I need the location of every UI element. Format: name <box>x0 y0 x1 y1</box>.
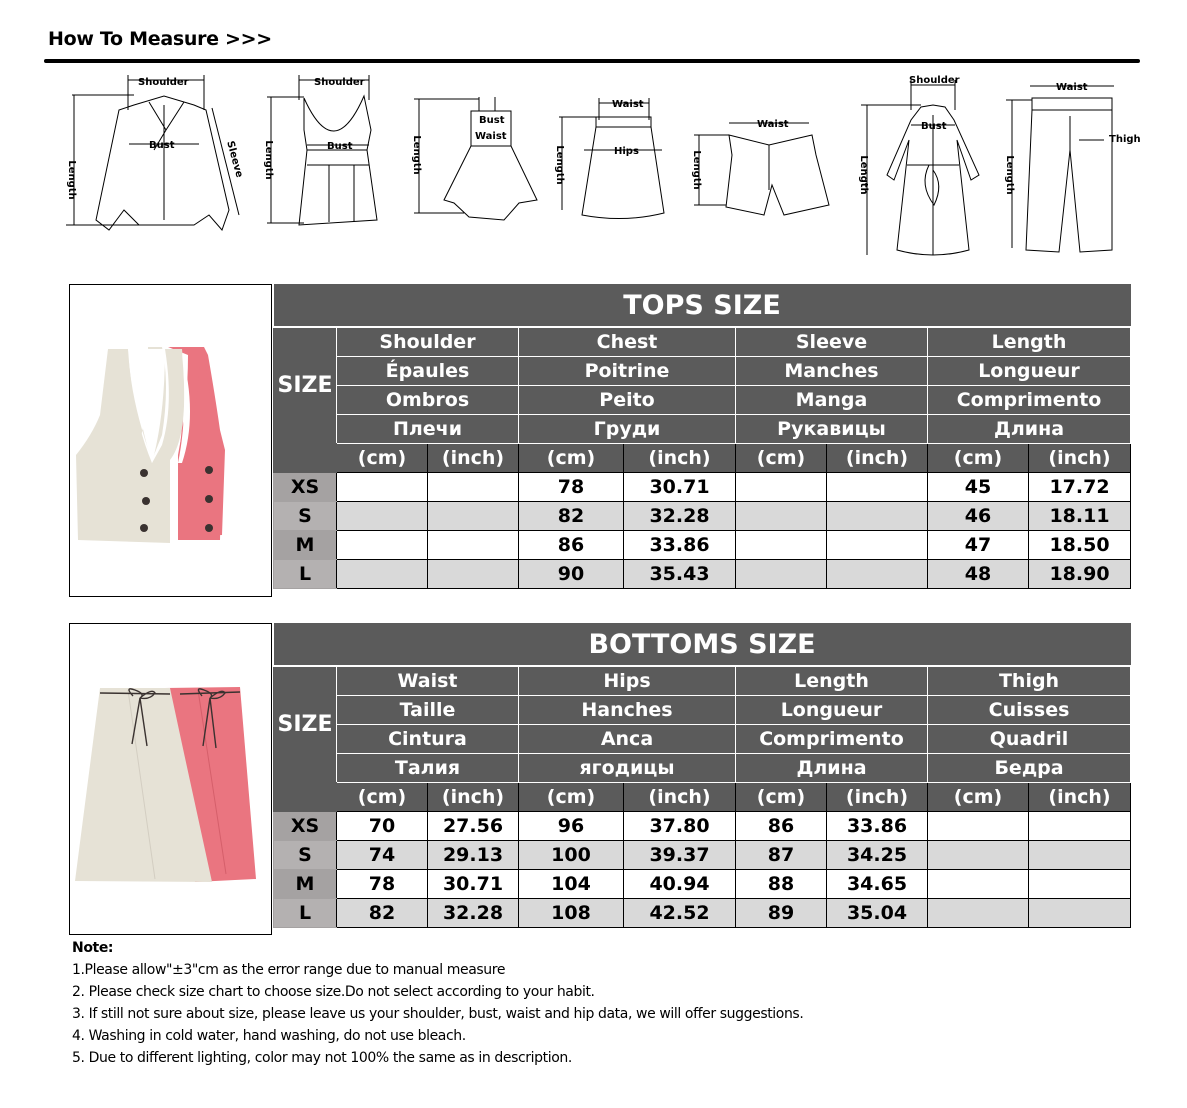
svg-text:Length: Length <box>263 140 274 180</box>
unit-header: (cm) <box>928 783 1029 812</box>
table-cell: 108 <box>519 899 624 928</box>
table-cell <box>428 531 519 560</box>
header-hips-ru: ягодицы <box>519 754 736 783</box>
note-item: 5. Due to different lighting, color may not 100% the same as in description. <box>72 1050 572 1066</box>
header-length-en: Length <box>736 666 928 696</box>
table-cell: 104 <box>519 870 624 899</box>
table-cell: 78 <box>519 473 624 502</box>
table-cell <box>1029 870 1131 899</box>
tank-top-diagram-icon <box>259 70 409 239</box>
header-hips-pt: Anca <box>519 725 736 754</box>
unit-header: (inch) <box>428 783 519 812</box>
unit-header: (inch) <box>1029 783 1131 812</box>
table-cell <box>1029 812 1131 841</box>
svg-text:Length: Length <box>554 145 565 185</box>
size-label: L <box>274 899 337 928</box>
tops-table-title: TOPS SIZE <box>274 284 1131 327</box>
header-chest-fr: Poitrine <box>519 357 736 386</box>
unit-header: (inch) <box>428 444 519 473</box>
notes-title: Note: <box>72 940 114 956</box>
header-length-ru: Длина <box>928 415 1131 444</box>
table-cell <box>928 841 1029 870</box>
svg-text:Length: Length <box>66 160 77 200</box>
header-sleeve-fr: Manches <box>736 357 928 386</box>
blouse-diagram-icon <box>54 70 254 239</box>
header-sleeve-en: Sleeve <box>736 327 928 357</box>
svg-text:Length: Length <box>1004 155 1015 195</box>
table-cell: 86 <box>519 531 624 560</box>
pants-diagram-icon <box>1004 80 1144 259</box>
svg-text:Waist: Waist <box>1056 82 1088 93</box>
svg-text:Bust: Bust <box>479 115 505 126</box>
table-cell: 27.56 <box>428 812 519 841</box>
svg-text:Shoulder: Shoulder <box>909 75 960 86</box>
table-row <box>274 870 1131 899</box>
size-label: S <box>274 502 337 531</box>
header-length-en: Length <box>928 327 1131 357</box>
header-shoulder-fr: Épaules <box>337 357 519 386</box>
svg-text:Bust: Bust <box>327 141 353 152</box>
svg-text:Bust: Bust <box>149 140 175 151</box>
table-cell <box>428 473 519 502</box>
tops-size-table <box>273 284 1131 589</box>
svg-text:Hips: Hips <box>614 146 639 157</box>
header-chest-en: Chest <box>519 327 736 357</box>
unit-header: (cm) <box>519 444 624 473</box>
svg-text:Waist: Waist <box>612 99 644 110</box>
measurement-diagrams <box>44 70 1144 270</box>
unit-header: (inch) <box>827 444 928 473</box>
header-hips-en: Hips <box>519 666 736 696</box>
header-chest-ru: Груди <box>519 415 736 444</box>
svg-text:Bust: Bust <box>921 121 947 132</box>
table-cell: 40.94 <box>624 870 736 899</box>
table-cell: 35.04 <box>827 899 928 928</box>
skirt-diagram-icon <box>554 95 664 229</box>
table-cell <box>1029 841 1131 870</box>
header-thigh-ru: Бедра <box>928 754 1131 783</box>
header-sleeve-ru: Рукавицы <box>736 415 928 444</box>
unit-header: (cm) <box>337 444 428 473</box>
table-cell <box>736 502 827 531</box>
header-sleeve-pt: Manga <box>736 386 928 415</box>
header-length-pt: Comprimento <box>736 725 928 754</box>
table-cell: 34.25 <box>827 841 928 870</box>
table-cell: 82 <box>337 899 428 928</box>
header-thigh-en: Thigh <box>928 666 1131 696</box>
table-row <box>274 560 1131 589</box>
unit-header: (inch) <box>827 783 928 812</box>
header-waist-fr: Taille <box>337 696 519 725</box>
unit-header: (cm) <box>736 444 827 473</box>
header-length-fr: Longueur <box>928 357 1131 386</box>
table-cell <box>736 531 827 560</box>
table-cell <box>428 560 519 589</box>
svg-text:Shoulder: Shoulder <box>138 77 189 88</box>
table-cell <box>827 560 928 589</box>
table-cell: 100 <box>519 841 624 870</box>
size-label: L <box>274 560 337 589</box>
table-cell <box>736 473 827 502</box>
unit-header: (cm) <box>928 444 1029 473</box>
table-cell <box>827 531 928 560</box>
bottoms-product-image <box>69 623 272 935</box>
table-cell: 70 <box>337 812 428 841</box>
header-hips-fr: Hanches <box>519 696 736 725</box>
table-row <box>274 841 1131 870</box>
table-cell: 89 <box>736 899 827 928</box>
unit-header: (inch) <box>624 783 736 812</box>
table-cell: 33.86 <box>827 812 928 841</box>
header-shoulder-pt: Ombros <box>337 386 519 415</box>
header-waist-ru: Талия <box>337 754 519 783</box>
table-cell <box>1029 899 1131 928</box>
coat-diagram-icon <box>849 75 999 264</box>
header-length-ru: Длина <box>736 754 928 783</box>
table-cell: 18.90 <box>1029 560 1131 589</box>
table-cell: 74 <box>337 841 428 870</box>
header-shoulder-en: Shoulder <box>337 327 519 357</box>
table-cell <box>928 899 1029 928</box>
table-cell: 30.71 <box>624 473 736 502</box>
table-cell: 39.37 <box>624 841 736 870</box>
svg-text:Thigh: Thigh <box>1109 134 1141 145</box>
header-thigh-pt: Quadril <box>928 725 1131 754</box>
table-cell: 18.11 <box>1029 502 1131 531</box>
table-cell <box>736 560 827 589</box>
table-cell <box>827 473 928 502</box>
svg-text:Waist: Waist <box>757 119 789 130</box>
table-cell: 30.71 <box>428 870 519 899</box>
svg-text:Sleeve: Sleeve <box>224 139 245 179</box>
svg-text:Waist: Waist <box>475 131 507 142</box>
size-label: M <box>274 870 337 899</box>
header-divider <box>44 59 1140 63</box>
unit-header: (cm) <box>337 783 428 812</box>
table-cell: 88 <box>736 870 827 899</box>
table-cell: 96 <box>519 812 624 841</box>
table-cell: 35.43 <box>624 560 736 589</box>
svg-text:Length: Length <box>411 135 422 175</box>
table-cell: 42.52 <box>624 899 736 928</box>
size-column-header: SIZE <box>274 327 337 444</box>
table-row <box>274 812 1131 841</box>
table-cell: 86 <box>736 812 827 841</box>
table-cell: 32.28 <box>428 899 519 928</box>
table-cell <box>337 502 428 531</box>
size-label: XS <box>274 473 337 502</box>
unit-header: (cm) <box>519 783 624 812</box>
table-cell: 45 <box>928 473 1029 502</box>
svg-text:Length: Length <box>691 150 702 190</box>
table-cell: 32.28 <box>624 502 736 531</box>
table-cell: 47 <box>928 531 1029 560</box>
header-chest-pt: Peito <box>519 386 736 415</box>
size-label: M <box>274 531 337 560</box>
table-cell <box>337 560 428 589</box>
table-cell: 33.86 <box>624 531 736 560</box>
unit-header: (inch) <box>624 444 736 473</box>
tops-product-image <box>69 284 272 597</box>
size-column-header: SIZE <box>274 666 337 783</box>
size-label: S <box>274 841 337 870</box>
table-cell: 46 <box>928 502 1029 531</box>
size-label: XS <box>274 812 337 841</box>
table-cell: 34.65 <box>827 870 928 899</box>
shorts-diagram-icon <box>684 115 824 219</box>
notes-section <box>72 937 803 1069</box>
note-item: 3. If still not sure about size, please leave us your shoulder, bust, waist and hip data, we will offer suggestions. <box>72 1006 804 1022</box>
header-length-fr: Longueur <box>736 696 928 725</box>
size-unit-spacer <box>274 444 337 473</box>
table-cell: 48 <box>928 560 1029 589</box>
bottoms-size-table <box>273 623 1131 928</box>
svg-text:Shoulder: Shoulder <box>314 77 365 88</box>
table-cell <box>827 502 928 531</box>
table-cell: 29.13 <box>428 841 519 870</box>
table-cell: 78 <box>337 870 428 899</box>
table-cell <box>928 870 1029 899</box>
table-cell <box>928 812 1029 841</box>
table-cell: 90 <box>519 560 624 589</box>
bottoms-table-title: BOTTOMS SIZE <box>274 623 1131 666</box>
table-cell <box>337 473 428 502</box>
header-waist-en: Waist <box>337 666 519 696</box>
table-cell: 82 <box>519 502 624 531</box>
header-shoulder-ru: Плечи <box>337 415 519 444</box>
note-item: 1.Please allow"±3"cm as the error range due to manual measure <box>72 962 506 978</box>
table-cell: 37.80 <box>624 812 736 841</box>
header-waist-pt: Cintura <box>337 725 519 754</box>
svg-text:Length: Length <box>858 155 869 195</box>
header-thigh-fr: Cuisses <box>928 696 1131 725</box>
table-cell: 18.50 <box>1029 531 1131 560</box>
header-length-pt: Comprimento <box>928 386 1131 415</box>
note-item: 2. Please check size chart to choose size.Do not select according to your habit. <box>72 984 595 1000</box>
unit-header: (inch) <box>1029 444 1131 473</box>
table-cell <box>337 531 428 560</box>
note-item: 4. Washing in cold water, hand washing, do not use bleach. <box>72 1028 466 1044</box>
table-row <box>274 899 1131 928</box>
size-unit-spacer <box>274 783 337 812</box>
dress-diagram-icon <box>409 95 549 229</box>
table-row <box>274 531 1131 560</box>
table-cell: 87 <box>736 841 827 870</box>
table-cell: 17.72 <box>1029 473 1131 502</box>
table-cell <box>428 502 519 531</box>
table-row <box>274 473 1131 502</box>
table-row <box>274 502 1131 531</box>
unit-header: (cm) <box>736 783 827 812</box>
how-to-measure-title: How To Measure >>> <box>48 28 272 50</box>
